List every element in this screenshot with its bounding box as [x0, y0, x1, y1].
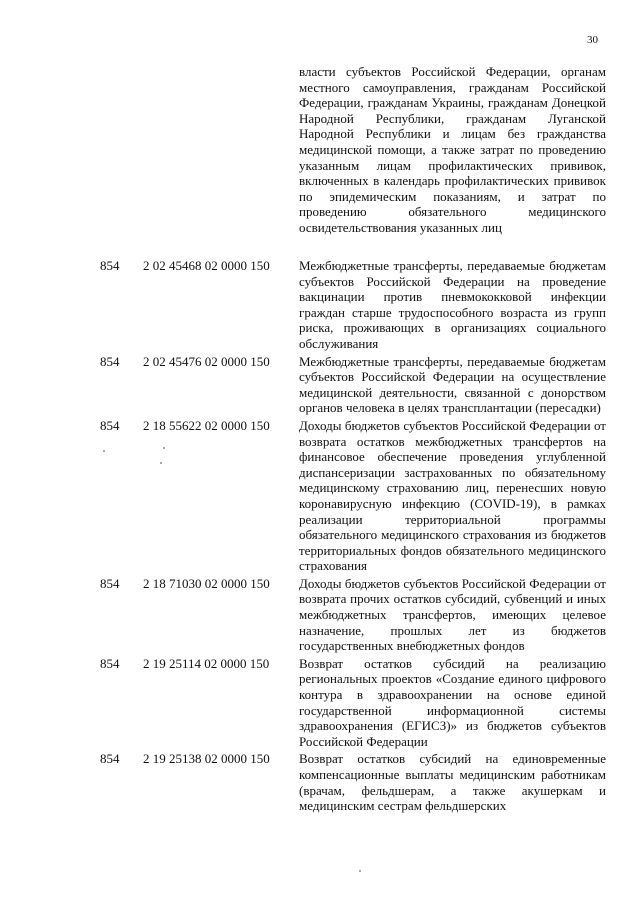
administrator-code: 854 [100, 417, 120, 433]
administrator-code: 854 [100, 655, 120, 671]
income-description: Доходы бюджетов субъектов Российской Федерации от возврата прочих остатков субсидий, субвенций и иных межбюджетных трансфертов, имеющих целевое назначение, прошлых лет из бюджетов государственных внебюджетных фондов [299, 575, 606, 654]
table-row [0, 258, 640, 352]
table-row [0, 418, 640, 574]
administrator-code: 854 [100, 575, 120, 591]
income-description: Возврат остатков субсидий на единовременные компенсационные выплаты медицинским работникам (врачам, фельдшерам, а также акушеркам и медицинским сестрам фельдшерских [299, 751, 606, 814]
continued-description: власти субъектов Российской Федерации, органам местного самоуправления, гражданам Российской Федерации, гражданам Украины, гражданам Донецкой Народной Республики, гражданам Луганской Народной Республики и лицам без гражданства медицинской помощи, а также затрат по проведению указанным лицам профилактических прививок, включенных в календарь профилактических прививок по эпидемическим показаниям, и затрат по проведению обязательного медицинского освидетельствования указанных лиц [299, 64, 606, 235]
table-row [0, 751, 640, 813]
scan-speck [160, 462, 162, 464]
income-code: 2 02 45468 02 0000 150 [143, 258, 270, 273]
income-description: Возврат остатков субсидий на реализацию региональных проектов «Создание единого цифрового контура в здравоохранении на основе единой государственной информационной системы здравоохранения (ЕГИСЗ)» из бюджетов субъектов Российской Федерации [299, 655, 606, 749]
table-row [0, 656, 640, 750]
income-description: Межбюджетные трансферты, передаваемые бюджетам субъектов Российской Федерации на проведение вакцинации против пневмококковой инфекции граждан старше трудоспособного возраста из групп риска, проживающих в организациях социального обслуживания [299, 258, 606, 351]
scan-speck [163, 447, 165, 449]
income-code: 2 18 55622 02 0000 150 [143, 417, 270, 433]
table-row [0, 354, 640, 416]
scan-speck [103, 450, 105, 452]
income-description: Доходы бюджетов субъектов Российской Федерации от возврата остатков межбюджетных трансфертов на финансовое обеспечение проведения углубленной диспансеризации застрахованных по обязательному медицинскому страхованию лиц, перенесших новую коронавирусную инфекцию (COVID-19), в рамках реализации территориальной программы обязательного медицинского страхования из бюджетов территориальных фондов обязательного медицинского страхования [299, 417, 606, 574]
income-code: 2 02 45476 02 0000 150 [143, 353, 270, 369]
administrator-code: 854 [100, 751, 120, 767]
income-code: 2 18 71030 02 0000 150 [143, 575, 270, 591]
income-code-list [0, 258, 640, 814]
page-number: 30 [587, 34, 598, 46]
scan-speck [359, 870, 361, 872]
income-code: 2 19 25138 02 0000 150 [143, 751, 270, 767]
administrator-code: 854 [100, 258, 120, 273]
administrator-code: 854 [100, 353, 120, 369]
income-code: 2 19 25114 02 0000 150 [143, 655, 270, 671]
income-description: Межбюджетные трансферты, передаваемые бюджетам субъектов Российской Федерации на осуществление медицинской деятельности, связанной с донорством органов человека в целях трансплантации (пересадки) [299, 353, 606, 416]
table-row [0, 576, 640, 654]
